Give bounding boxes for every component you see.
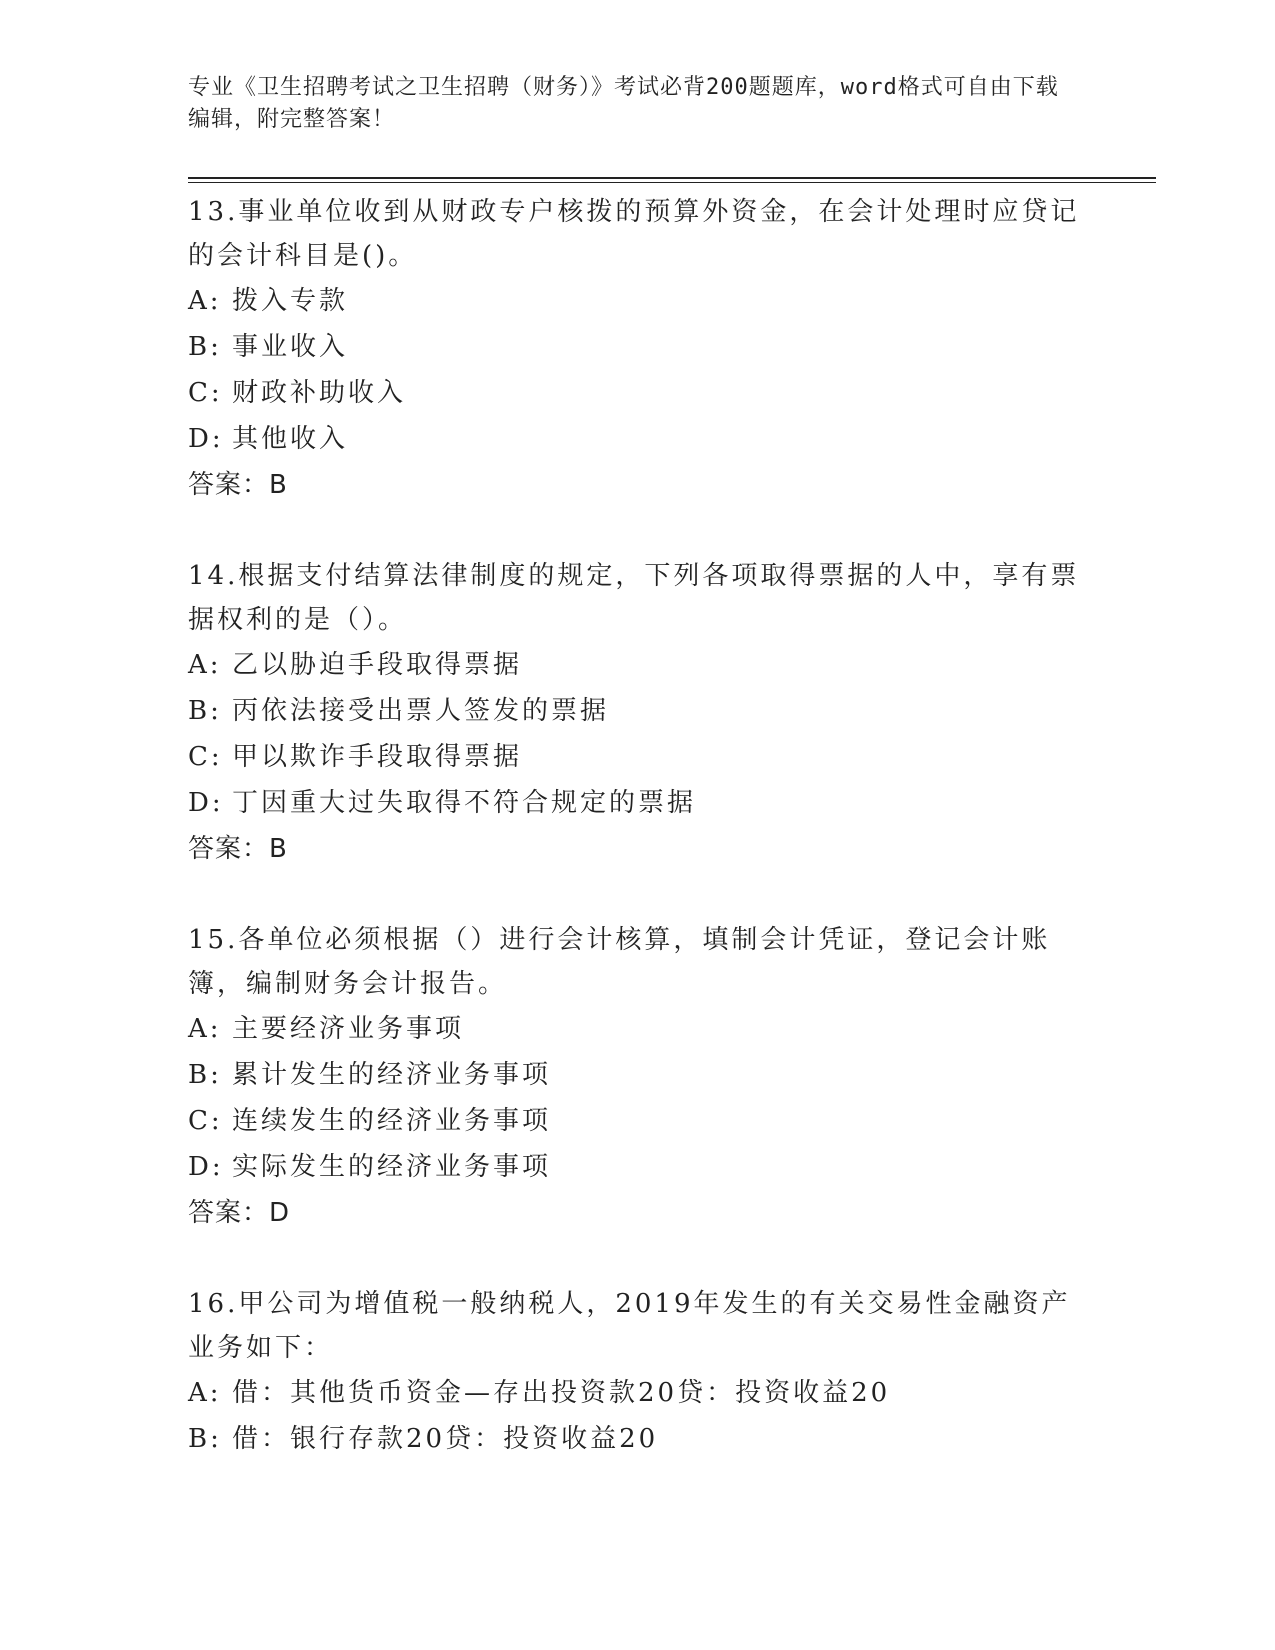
option-b	[188, 324, 1088, 370]
question-stem: 14.根据支付结算法律制度的规定，下列各项取得票据的人中，享有票据权利的是（）。	[188, 561, 1080, 635]
option-d	[188, 416, 1088, 462]
option-letter: B:	[188, 1424, 222, 1454]
question-stem: 15.各单位必须根据（）进行会计核算，填制会计凭证，登记会计账簿，编制财务会计报告。	[188, 925, 1051, 999]
option-text: 丙依法接受出票人签发的票据	[232, 696, 610, 726]
question-15	[188, 918, 1088, 1236]
option-c	[188, 734, 1088, 780]
option-a	[188, 1006, 1088, 1052]
header-divider-thin	[188, 182, 1156, 183]
option-c	[188, 370, 1088, 416]
option-text: 累计发生的经济业务事项	[232, 1060, 552, 1090]
question-list	[188, 190, 1088, 1508]
option-a	[188, 642, 1088, 688]
option-text: 主要经济业务事项	[232, 1014, 465, 1044]
option-a	[188, 1370, 1088, 1416]
option-text: 实际发生的经济业务事项	[232, 1152, 552, 1182]
option-b	[188, 1052, 1088, 1098]
option-d	[188, 1144, 1088, 1190]
option-text: 乙以胁迫手段取得票据	[232, 650, 523, 680]
option-text: 其他收入	[232, 424, 349, 454]
option-letter: D:	[188, 424, 224, 454]
option-letter: D:	[188, 1152, 224, 1182]
option-b	[188, 688, 1088, 734]
option-text: 丁因重大过失取得不符合规定的票据	[232, 788, 697, 818]
answer-line: 答案：D	[188, 1198, 291, 1228]
question-stem: 13.事业单位收到从财政专户核拨的预算外资金，在会计处理时应贷记的会计科目是()。	[188, 197, 1080, 271]
option-text: 事业收入	[232, 332, 349, 362]
option-b	[188, 1416, 1088, 1462]
answer-line: 答案：B	[188, 834, 288, 864]
answer-line: 答案：B	[188, 470, 288, 500]
option-text: 甲以欺诈手段取得票据	[232, 742, 523, 772]
option-letter: A:	[188, 286, 222, 316]
option-letter: A:	[188, 650, 222, 680]
question-14	[188, 554, 1088, 872]
option-letter: B:	[188, 332, 222, 362]
option-text: 拨入专款	[232, 286, 349, 316]
option-text: 借：银行存款20贷：投资收益20	[232, 1424, 659, 1454]
question-13	[188, 190, 1088, 508]
option-letter: A:	[188, 1378, 222, 1408]
document-header: 专业《卫生招聘考试之卫生招聘（财务）》考试必背200题题库，word格式可自由下载编辑，附完整答案！	[188, 75, 1059, 132]
option-text: 借：其他货币资金—存出投资款20贷：投资收益20	[232, 1378, 891, 1408]
option-letter: C:	[188, 378, 223, 408]
option-a	[188, 278, 1088, 324]
option-c	[188, 1098, 1088, 1144]
option-text: 连续发生的经济业务事项	[232, 1106, 552, 1136]
question-stem: 16.甲公司为增值税一般纳税人，2019年发生的有关交易性金融资产业务如下：	[188, 1289, 1071, 1363]
option-text: 财政补助收入	[232, 378, 407, 408]
question-16	[188, 1282, 1088, 1462]
header-divider-thick	[188, 177, 1156, 179]
option-letter: D:	[188, 788, 224, 818]
option-letter: C:	[188, 742, 223, 772]
option-d	[188, 780, 1088, 826]
option-letter: B:	[188, 1060, 222, 1090]
option-letter: B:	[188, 696, 222, 726]
option-letter: A:	[188, 1014, 222, 1044]
option-letter: C:	[188, 1106, 223, 1136]
